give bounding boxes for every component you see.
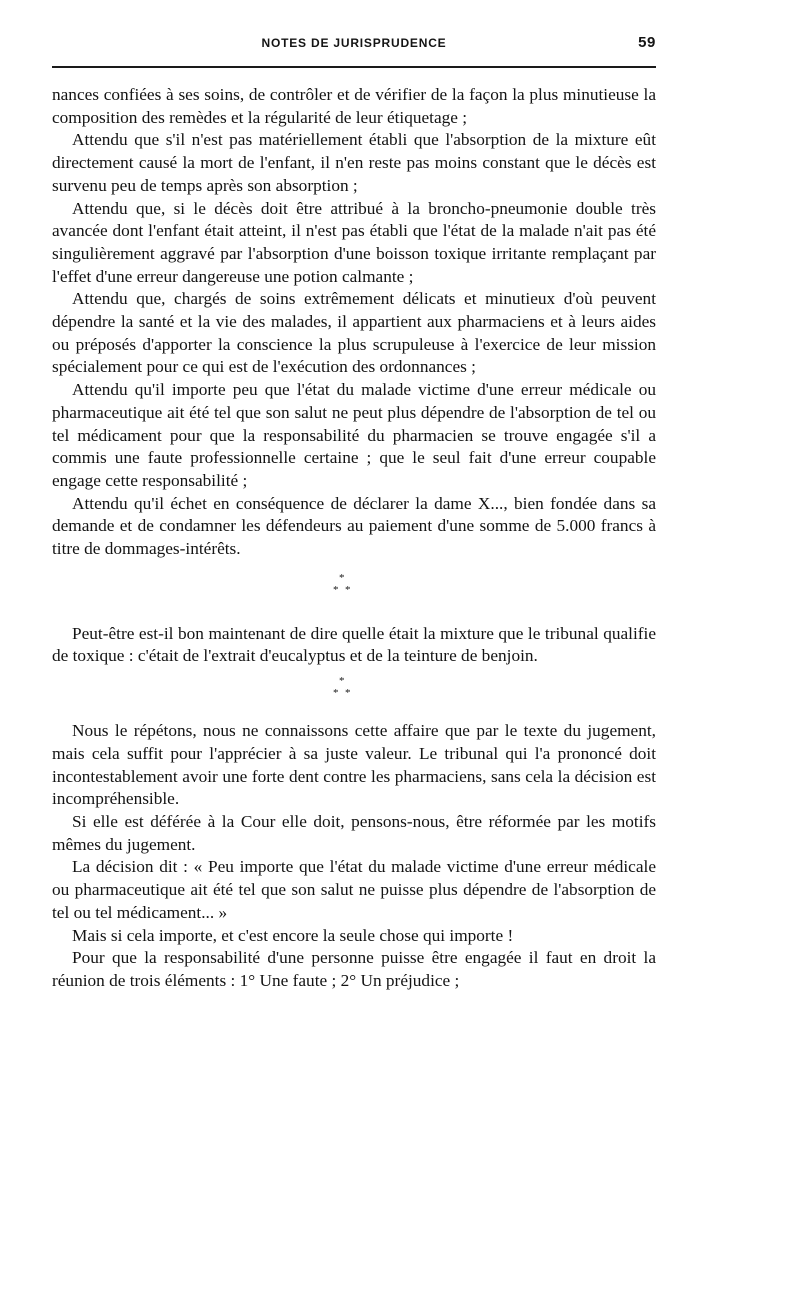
page-number: 59: [638, 34, 656, 51]
page-header: [52, 34, 656, 56]
running-title: NOTES DE JURISPRUDENCE: [261, 36, 447, 50]
paragraph: Si elle est déférée à la Cour elle doit, pensons-nous, être réformée par les motifs mêmes du jugement.: [52, 811, 656, 854]
paragraph: nances confiées à ses soins, de contrôler et de vérifier de la façon la plus minutieuse la composition des remèdes et la régularité de leur étiquetage ;: [52, 85, 656, 127]
paragraph: Attendu que, si le décès doit être attribué à la broncho-pneumonie double très avancée dont l'enfant était atteint, il n'est pas établi que l'état de la malade n'ait pas été singulièrement aggravé par l'absorption d'une boisson toxique irritante remplaçant par l'effet d'une erreur dangereuse une potion calmante ;: [52, 198, 656, 286]
paragraph: Attendu qu'il échet en conséquence de déclarer la dame X..., bien fondée dans sa demande et de condamner les défendeurs au paiement d'une somme de 5.000 francs à titre de dommages-intérêts.: [52, 493, 656, 559]
book-page: [52, 34, 656, 993]
paragraph: Nous le répétons, nous ne connaissons cette affaire que par le texte du jugement, mais cela suffit pour l'apprécier à sa juste valeur. Le tribunal qui l'a prononcé doit incontestablement avoir une forte dent contre les pharmaciens, sans cela la décision est incompréhensible.: [52, 721, 656, 809]
asterisk: *: [339, 675, 345, 688]
paragraph: Attendu que, chargés de soins extrêmement délicats et minutieux d'où peuvent dépendre la santé et la vie des malades, il appartient aux pharmaciens et à leurs aides ou préposés d'apporter la conscience la plus scrupuleuse à l'exercice de leur mission spécialement pour ce qui est de l'exécution des ordonnances ;: [52, 289, 656, 377]
asterisk: *: [345, 687, 351, 700]
section-judgment-text: [52, 84, 656, 561]
section-mixture-note: [52, 623, 656, 668]
asterisk: *: [339, 571, 345, 584]
paragraph: Peut-être est-il bon maintenant de dire quelle était la mixture que le tribunal qualifie de toxique : c'était de l'extrait d'eucalyptus et de la teinture de benjoin.: [52, 623, 656, 666]
section-commentary: [52, 720, 656, 992]
asterisk: *: [333, 583, 339, 596]
asterism-separator: [52, 571, 656, 623]
asterisk: *: [333, 687, 339, 700]
paragraph: Attendu qu'il importe peu que l'état du malade victime d'une erreur médicale ou pharmaceutique ait été tel que son salut ne peut plus dépendre de l'absorption de tel ou tel médicament pour que la responsabilité du pharmacien se trouve engagée s'il a commis une faute professionnelle certaine ; que le seul fait d'une erreur coupable engage cette responsabilité ;: [52, 380, 656, 490]
paragraph: Mais si cela importe, et c'est encore la seule chose qui importe !: [72, 925, 514, 945]
paragraph: Attendu que s'il n'est pas matériellement établi que l'absorption de la mixture eût directement causé la mort de l'enfant, il n'en reste pas moins constant que le décès est survenu peu de temps après son absorption ;: [52, 130, 656, 195]
header-rule: [52, 66, 656, 68]
paragraph: La décision dit : « Peu importe que l'état du malade victime d'une erreur médicale ou pharmaceutique ait été tel que son salut ne puisse plus dépendre de l'absorption de tel ou tel médicament... »: [52, 857, 656, 922]
asterism-separator: [52, 674, 656, 720]
paragraph: Pour que la responsabilité d'une personne puisse être engagée il faut en droit la réunion de trois éléments : 1° Une faute ; 2° Un préjudice ;: [52, 948, 656, 990]
asterisk: *: [345, 583, 351, 596]
